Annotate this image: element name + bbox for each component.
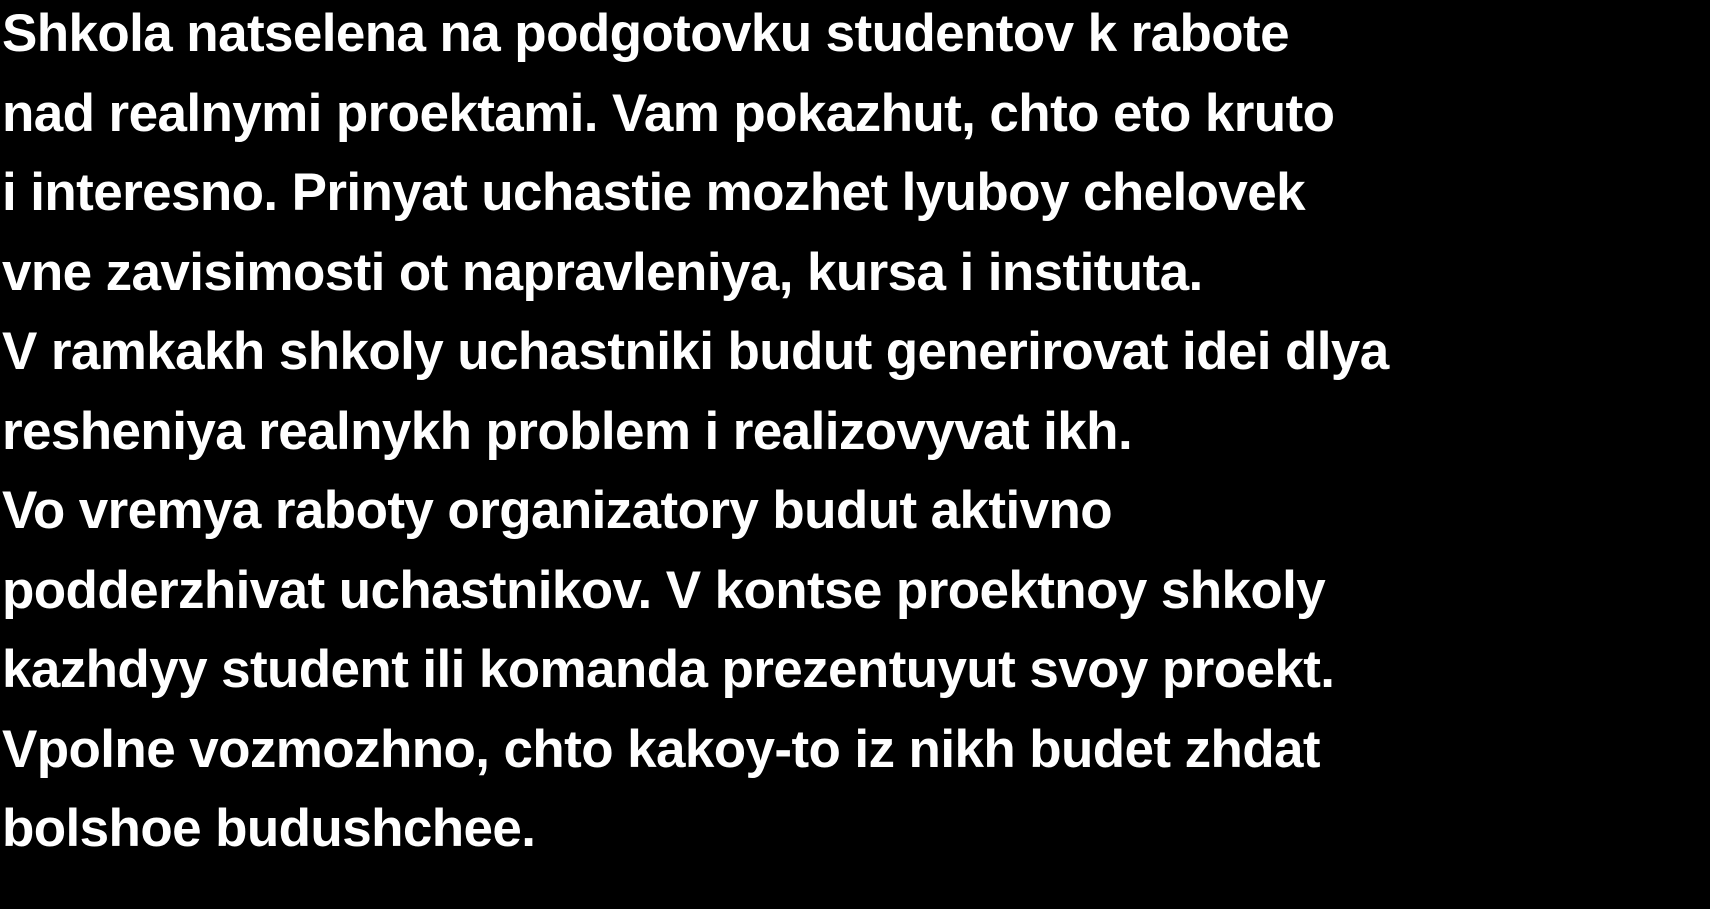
text-line: Shkola natselena na podgotovku studentov k rabote [2,4,1289,63]
text-line: i interesno. Prinyat uchastie mozhet lyuboy chelovek [2,163,1306,222]
text-line: bolshoe budushchee. [2,799,536,858]
text-line: nad realnymi proektami. Vam pokazhut, chto eto kruto [2,83,1335,143]
paragraph-1 [0,0,1710,312]
paragraph-3 [0,471,1710,869]
text-line: Vo vremya raboty organizatory budut aktivno [2,481,1112,540]
text-line: Vpolne vozmozhno, chto kakoy-to iz nikh budet zhdat [2,719,1320,779]
text-line: kazhdyy student ili komanda prezentuyut svoy proekt. [2,640,1335,699]
text-line: resheniya realnykh problem i realizovyvat ikh. [2,401,1133,461]
text-line: vne zavisimosti ot napravleniya, kursa i instituta. [2,242,1203,302]
paragraph-2 [0,312,1710,471]
text-line: podderzhivat uchastnikov. V kontse proektnoy shkoly [2,560,1326,620]
text-line: V ramkakh shkoly uchastniki budut generirovat idei dlya [2,322,1389,381]
